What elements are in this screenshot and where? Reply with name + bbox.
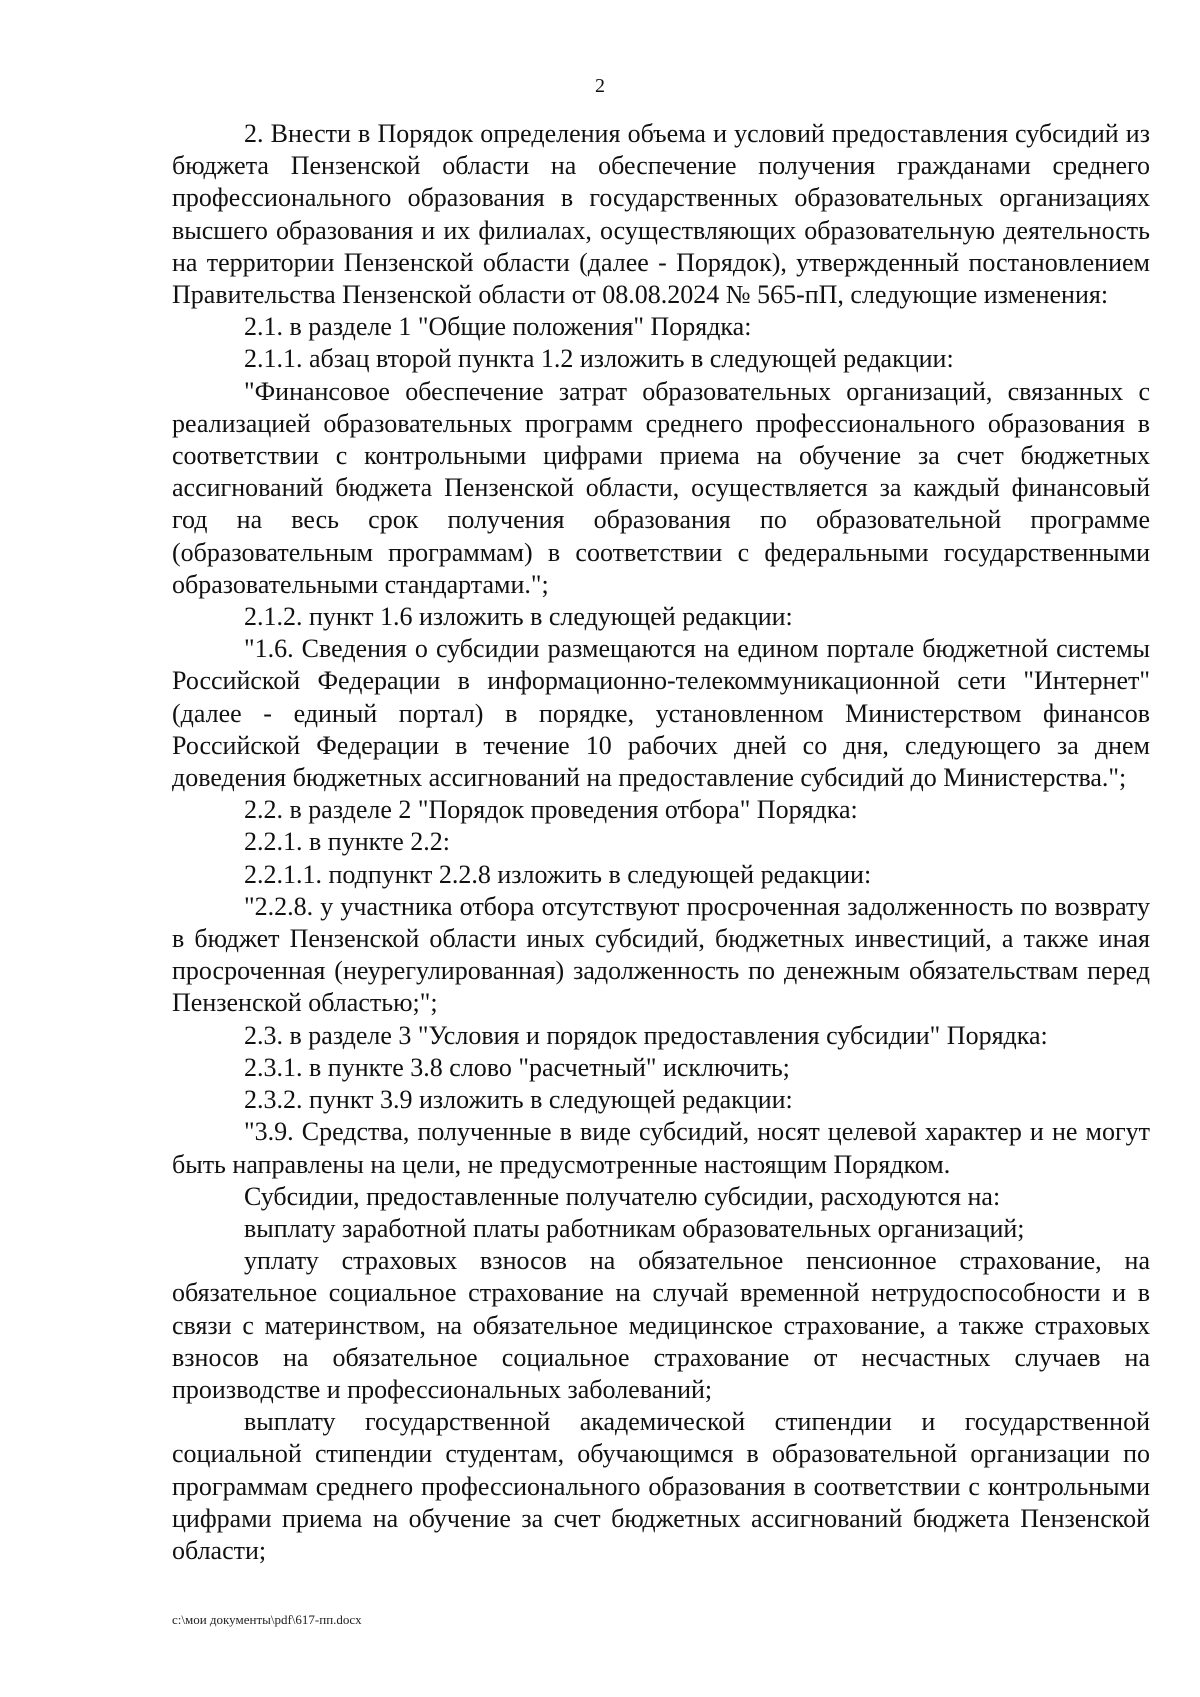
paragraph-insurance: уплату страховых взносов на обязательное пенсионное страхование, на обязательное социальное страхование на случай временной нетрудоспособности и в связи с материнством, на обязательное медицинское страхование, а также страховых взносов на обязательное социальное страхование от несчастных случаев на производстве и профессиональных заболеваний; [172, 1246, 1150, 1404]
paragraph-2-2-1: 2.2.1. в пункте 2.2: [244, 827, 451, 857]
paragraph-3-9-quote: "3.9. Средства, полученные в виде субсидий, носят целевой характер и не могут быть направлены на цели, не предусмотренные настоящим Порядком. [172, 1117, 1150, 1179]
paragraph-subsidy-spending: Субсидии, предоставленные получателю субсидии, расходуются на: [244, 1181, 1001, 1211]
paragraph-salary: выплату заработной платы работникам образовательных организаций; [244, 1213, 1025, 1243]
page-number: 2 [595, 75, 605, 97]
paragraph-2-1-1: 2.1.1. абзац второй пункта 1.2 изложить в следующей редакции: [244, 344, 954, 374]
paragraph-1-6-quote: "1.6. Сведения о субсидии размещаются на едином портале бюджетной системы Российской Федерации в информационно-телекоммуникационной сети "Интернет" (далее - единый портал) в порядке, установленном Министерством финансов Российской Федерации в течение 10 рабочих дней со дня, следующего за днем доведения бюджетных ассигнований на предоставление субсидий до Министерства."; [172, 634, 1150, 793]
paragraph-financial-support-quote: "Финансовое обеспечение затрат образовательных организаций, связанных с реализацией образовательных программ среднего профессионального образования в соответствии с контрольными цифрами приема на обучение за счет бюджетных ассигнований бюджета Пензенской области, осуществляется за каждый финансовый год на весь срок получения образования по образовательной программе (образовательным программам) в соответствии с федеральными государственными образовательными стандартами."; [172, 376, 1150, 599]
paragraph-2-1: 2.1. в разделе 1 "Общие положения" Порядка: [244, 312, 752, 342]
paragraph-2-3-2: 2.3.2. пункт 3.9 изложить в следующей редакции: [244, 1085, 793, 1115]
paragraph-2-2-8-quote: "2.2.8. у участника отбора отсутствуют просроченная задолженность по возврату в бюджет Пензенской области иных субсидий, бюджетных инвестиций, а также иная просроченная (неурегулированная) задолженность по денежным обязательствам перед Пензенской областью;"; [172, 891, 1150, 1018]
paragraph-scholarship: выплату государственной академической стипендии и государственной социальной стипендии студентам, обучающимся в образовательной организации по программам среднего профессионального образования в соответствии с контрольными цифрами приема на обучение за счет бюджетных ассигнований бюджета Пензенской области; [172, 1407, 1150, 1565]
paragraph-2-3: 2.3. в разделе 3 "Условия и порядок предоставления субсидии" Порядка: [244, 1020, 1048, 1050]
paragraph-2-2: 2.2. в разделе 2 "Порядок проведения отбора" Порядка: [244, 795, 858, 825]
paragraph-amendment-intro: 2. Внести в Порядок определения объема и условий предоставления субсидий из бюджета Пензенской области на обеспечение получения гражданами среднего профессионального образования в государственных образовательных организациях высшего образования и их филиалах, осуществляющих образовательную деятельность на территории Пензенской области (далее - Порядок), утвержденный постановлением Правительства Пензенской области от 08.08.2024 № 565-пП, следующие изменения: [172, 119, 1150, 310]
paragraph-2-1-2: 2.1.2. пункт 1.6 изложить в следующей редакции: [244, 602, 793, 632]
footer-file-path: c:\мои документы\pdf\617-пп.docx [172, 1612, 362, 1627]
document-body [172, 118, 1150, 1567]
paragraph-2-3-1: 2.3.1. в пункте 3.8 слово "расчетный" исключить; [244, 1052, 790, 1082]
paragraph-2-2-1-1: 2.2.1.1. подпункт 2.2.8 изложить в следующей редакции: [244, 859, 872, 889]
